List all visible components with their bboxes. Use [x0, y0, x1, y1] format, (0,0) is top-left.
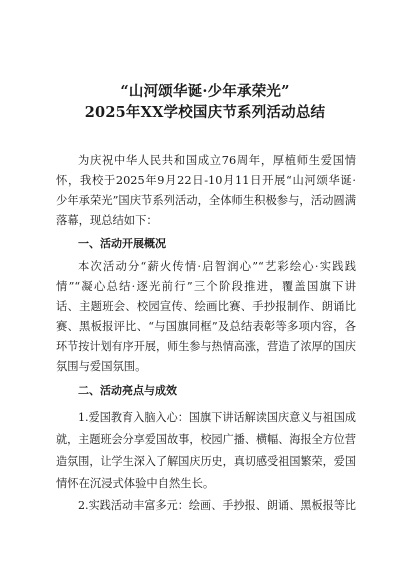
- intro-line-1: 为庆祝中华人民共和国成立76周年，厚植师生爱国情: [78, 154, 356, 167]
- section-1-line-5: 环节按计划有序开展，师生参与热情高涨，营造了浓厚的国庆: [56, 340, 356, 353]
- section-1-line-1: 本次活动分“薪火传情·启智润心”“艺彩绘心·实践践: [78, 260, 356, 273]
- intro-line-2: 怀，我校于2025年9月22日-10月11日开展“山河颂华诞·: [56, 174, 356, 187]
- section-1-heading: 一、活动开展概况: [78, 237, 166, 250]
- section-1-line-4: 赛、黑板报评比、“与国旗同框”及总结表彰等多项内容，各: [56, 320, 356, 333]
- document-title-line-1: “山河颂华诞·少年承荣光”: [120, 83, 290, 100]
- section-2-line-2: 就，主题班会分享爱国故事，校园广播、横幅、海报全方位营: [56, 433, 356, 446]
- section-1-line-3: 话、主题班会、校园宣传、绘画比赛、手抄报制作、朗诵比: [56, 300, 356, 313]
- section-2-line-3: 造氛围，让学生深入了解国庆历史，真切感受祖国繁荣，爱国: [56, 455, 356, 468]
- section-2-line-4: 情怀在沉浸式体验中自然生长。: [56, 477, 215, 490]
- section-2-line-1: 1.爱国教育入脑入心：国旗下讲话解读国庆意义与祖国成: [78, 411, 356, 424]
- intro-line-4: 落幕，现总结如下：: [56, 214, 158, 227]
- intro-line-3: 少年承荣光”国庆节系列活动，全体师生积极参与，活动圆满: [56, 194, 356, 207]
- section-1-line-2: 情”“凝心总结·逐光前行”三个阶段推进，覆盖国旗下讲: [56, 280, 356, 293]
- section-2-line-5: 2.实践活动丰富多元：绘画、手抄报、朗诵、黑板报等比: [78, 499, 356, 512]
- section-1-line-6: 氛围与爱国氛围。: [56, 360, 147, 373]
- section-2-heading: 二、活动亮点与成效: [78, 384, 177, 397]
- document-title-line-2: 2025年XX学校国庆节系列活动总结: [84, 104, 326, 121]
